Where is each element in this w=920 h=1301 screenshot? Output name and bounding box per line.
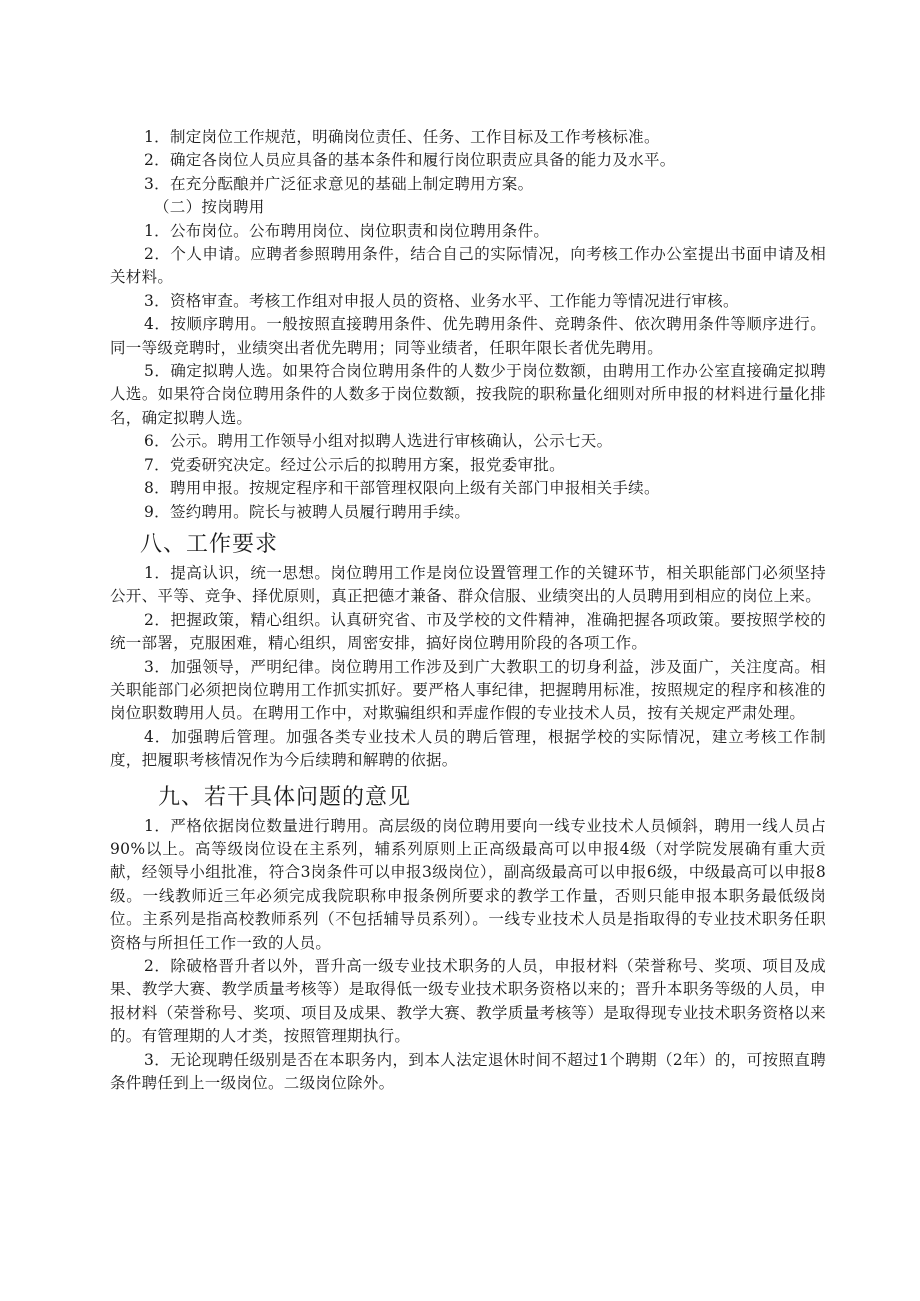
list-item: 1．提高认识，统一思想。岗位聘用工作是岗位设置管理工作的关键环节，相关职能部门必须坚持公开、平等、竞争、择优原则，真正把德才兼备、群众信服、业绩突出的人员聘用到相应的岗位上来。 xyxy=(110,563,826,606)
list-item: 2．把握政策，精心组织。认真研究省、市及学校的文件精神，准确把握各项政策。要按照学校的统一部署，克服困难，精心组织，周密安排，搞好岗位聘用阶段的各项工作。 xyxy=(110,610,826,653)
list-item: 2．除破格晋升者以外，晋升高一级专业技术职务的人员，申报材料（荣誉称号、奖项、项目及成果、教学大赛、教学质量考核等）是取得低一级专业技术职务资格以来的；晋升本职务等级的人员，申报材料（荣誉称号、奖项、项目及成果、教学大赛、教学质量考核等）是取得现专业技术职务资格以来的。有管理期的人才类，按照管理期执行。 xyxy=(110,957,826,1046)
list-item: 3．加强领导，严明纪律。岗位聘用工作涉及到广大教职工的切身利益，涉及面广，关注度高。相关职能部门必须把岗位聘用工作抓实抓好。要严格人事纪律，把握聘用标准，按照规定的程序和核准的岗位职数聘用人员。在聘用工作中，对欺骗组织和弄虚作假的专业技术人员，按有关规定严肃处理。 xyxy=(110,657,826,723)
list-item: 4．按顺序聘用。一般按照直接聘用条件、优先聘用条件、竞聘条件、依次聘用条件等顺序进行。同一等级竞聘时，业绩突出者优先聘用；同等业绩者，任职年限长者优先聘用。 xyxy=(110,315,826,357)
list-item: 6．公示。聘用工作领导小组对拟聘人选进行审核确认，公示七天。 xyxy=(144,432,613,451)
section-8-title: 八、工作要求 xyxy=(140,531,279,557)
document-body xyxy=(110,126,826,1095)
section-9-title: 九、若干具体问题的意见 xyxy=(158,784,412,810)
list-item: 4．加强聘后管理。加强各类专业技术人员的聘后管理，根据学校的实际情况，建立考核工作制度，把履职考核情况作为今后续聘和解聘的依据。 xyxy=(110,727,826,770)
sub-heading: （二）按岗聘用 xyxy=(154,198,265,217)
list-item: 8．聘用申报。按规定程序和干部管理权限向上级有关部门申报相关手续。 xyxy=(144,479,660,498)
list-item: 7．党委研究决定。经过公示后的拟聘用方案，报党委审批。 xyxy=(144,455,565,474)
list-item: 2．个人申请。应聘者参照聘用条件，结合自己的实际情况，向考核工作办公室提出书面申请及相关材料。 xyxy=(110,245,826,287)
list-item: 3．无论现聘任级别是否在本职务内，到本人法定退休时间不超过1个聘期（2年）的，可按照直聘条件聘任到上一级岗位。二级岗位除外。 xyxy=(110,1050,826,1093)
list-item: 2．确定各岗位人员应具备的基本条件和履行岗位职责应具备的能力及水平。 xyxy=(144,151,676,170)
list-item: 3．在充分酝酿并广泛征求意见的基础上制定聘用方案。 xyxy=(144,174,534,193)
list-item: 9．签约聘用。院长与被聘人员履行聘用手续。 xyxy=(144,502,471,521)
list-item: 1．公布岗位。公布聘用岗位、岗位职责和岗位聘用条件。 xyxy=(144,221,550,240)
list-item: 3．资格审查。考核工作组对申报人员的资格、业务水平、工作能力等情况进行审核。 xyxy=(144,291,739,310)
list-item: 1．制定岗位工作规范，明确岗位责任、任务、工作目标及工作考核标准。 xyxy=(144,128,660,146)
list-item: 1．严格依据岗位数量进行聘用。高层级的岗位聘用要向一线专业技术人员倾斜，聘用一线人员占90%以上。高等级岗位设在主系列，辅系列原则上正高级最高可以申报4级（对学院发展确有重大贡献，经领导小组批准，符合3岗条件可以申报3级岗位），副高级最高可以申报6级，中级最高可以申报8级。一线教师近三年必须完成我院职称申报条例所要求的教学工作量，否则只能申报本职务最低级岗位。主系列是指高校教师系列（不包括辅导员系列）。一线专业技术人员是指取得的专业技术职务任职资格与所担任工作一致的人员。 xyxy=(110,816,826,952)
list-item: 5．确定拟聘人选。如果符合岗位聘用条件的人数少于岗位数额，由聘用工作办公室直接确定拟聘人选。如果符合岗位聘用条件的人数多于岗位数额，按我院的职称量化细则对所申报的材料进行量化排名，确定拟聘人选。 xyxy=(110,362,826,427)
